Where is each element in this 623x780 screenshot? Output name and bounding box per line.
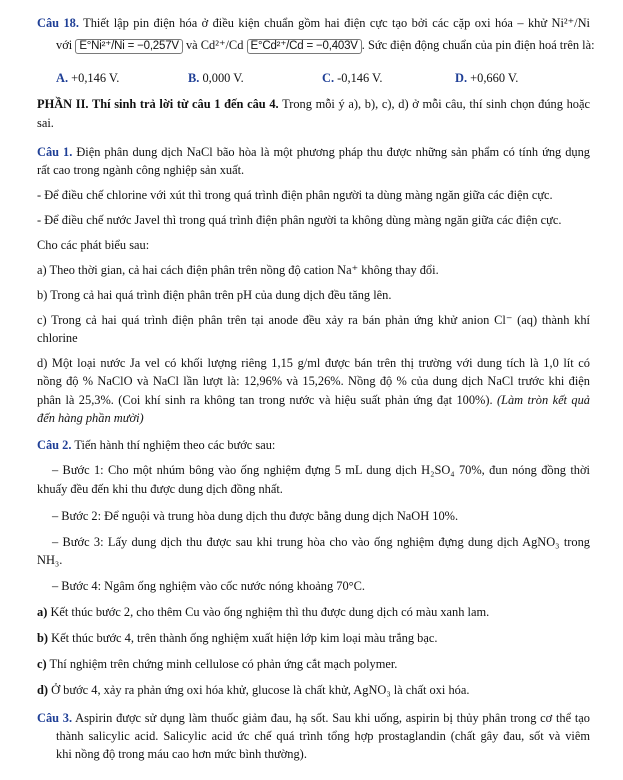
c1-d3-text: phân là 25,3%. (Coi khí sinh ra không tan trong nước và hiệu suất phản ứng đạt 100%). bbox=[37, 393, 493, 407]
c2-statement-a bbox=[37, 604, 489, 620]
c3-line3: khi nồng độ trong máu cao hơn mức bình thường). bbox=[56, 747, 307, 761]
q18-e1-formula: E°Ni²⁺/Ni = −0,257V bbox=[75, 39, 183, 54]
q18-line1 bbox=[37, 15, 590, 31]
statement-key: b) bbox=[37, 631, 49, 645]
c1-bullet1: - Để điều chế chlorine với xút thì trong quá trình điện phân người ta dùng màng ngăn giữa các điện cực. bbox=[37, 188, 553, 202]
part2-heading bbox=[37, 96, 590, 112]
q18-label: Câu 18. bbox=[37, 16, 79, 30]
q18-and: và Cd²⁺/Cd bbox=[185, 38, 244, 52]
q18-line2 bbox=[56, 37, 595, 54]
part2-title: PHẦN II. Thí sinh trả lời từ câu 1 đến câu 4. bbox=[37, 97, 279, 111]
c1-statement-a: a) Theo thời gian, cả hai cách điện phân trên nồng độ cation Na⁺ không thay đổi. bbox=[37, 263, 439, 277]
option-text: +0,660 V. bbox=[470, 71, 519, 85]
c2-label: Câu 2. bbox=[37, 438, 72, 452]
c3-label: Câu 3. bbox=[37, 711, 73, 725]
c2-step3b: NH₃. bbox=[37, 553, 63, 567]
option-text: 0,000 V. bbox=[202, 71, 244, 85]
q18-option-b[interactable] bbox=[188, 70, 244, 86]
option-letter: B. bbox=[188, 71, 200, 85]
option-letter: D. bbox=[455, 71, 468, 85]
c1-statement-b: b) Trong cả hai quá trình điện phân trên pH của dung dịch đều tăng lên. bbox=[37, 288, 392, 302]
c1-intro: Cho các phát biểu sau: bbox=[37, 238, 150, 252]
statement-key: a) bbox=[37, 605, 48, 619]
option-text: +0,146 V. bbox=[71, 71, 120, 85]
c3-stem: Aspirin được sử dụng làm thuốc giảm đau, hạ sốt. Sau khi uống, aspirin bị thủy phân trong cơ thể tạo bbox=[75, 711, 590, 725]
c2-title: Tiến hành thí nghiệm theo các bước sau: bbox=[74, 438, 276, 452]
option-letter: A. bbox=[56, 71, 69, 85]
c2-statement-d bbox=[37, 682, 469, 698]
option-text: -0,146 V. bbox=[337, 71, 383, 85]
c1-stem: Điện phân dung dịch NaCl bão hòa là một phương pháp thu được những sản phẩm có tính ứng dụng bbox=[76, 145, 590, 159]
c1-statement-c2: chlorine bbox=[37, 331, 78, 345]
c1-bullet2: - Để điều chế nước Javel thì trong quá trình điện phân người ta không dùng màng ngăn giữa các điện cực. bbox=[37, 213, 562, 227]
c1-label: Câu 1. bbox=[37, 145, 73, 159]
statement-text: Thí nghiệm trên chứng minh cellulose có phản ứng cắt mạch polymer. bbox=[49, 657, 398, 671]
c1-line1 bbox=[37, 144, 590, 160]
c2-statement-b bbox=[37, 630, 437, 646]
c3-line1 bbox=[37, 710, 590, 726]
q18-option-a[interactable] bbox=[56, 70, 119, 86]
c2-line1 bbox=[37, 437, 275, 453]
option-letter: C. bbox=[322, 71, 335, 85]
c2-step1b: khuấy đều đến khi thu được dung dịch đồng nhất. bbox=[37, 482, 283, 496]
q18-stem: Thiết lập pin điện hóa ở điều kiện chuẩn gồm hai điện cực tạo bởi các cặp oxi hóa – khử Ni²⁺/Ni bbox=[83, 16, 590, 30]
c1-statement-d1: d) Một loại nước Ja vel có khối lượng riêng 1,15 g/ml được bán trên thị trường với dung tích là 1,0 lít có bbox=[37, 356, 590, 370]
c1-statement-d4: đến hàng phần mười) bbox=[37, 411, 144, 425]
statement-key: c) bbox=[37, 657, 47, 671]
c1-line2: rất cao trong ngành công nghiệp sản xuất. bbox=[37, 163, 245, 177]
c3-line2: thành salicylic acid. Salicylic acid ức chế quá trình tổng hợp prostaglandin (chất gây đau, sốt và viêm bbox=[56, 729, 590, 743]
part2-desc2: sai. bbox=[37, 116, 54, 130]
c1-statement-d2: nồng độ % NaClO và NaCl lần lượt là: 12,96% và 15,26%. Nồng độ % của dung dịch NaCl trước khi điện bbox=[37, 374, 590, 388]
statement-text: Kết thúc bước 2, cho thêm Cu vào ống nghiệm thì thu được dung dịch có màu xanh lam. bbox=[50, 605, 490, 619]
q18-e2-formula: E°Cd²⁺/Cd = −0,403V bbox=[247, 39, 362, 54]
c2-step1a: – Bước 1: Cho một nhúm bông vào ống nghiệm đựng 5 mL dung dịch H₂SO₄ 70%, đun nóng đồng thời bbox=[52, 463, 590, 477]
q18-with: với bbox=[56, 38, 73, 52]
c1-d3-note: (Làm tròn kết quả bbox=[496, 393, 590, 407]
statement-key: d) bbox=[37, 683, 49, 697]
statement-text: Ở bước 4, xảy ra phản ứng oxi hóa khử, glucose là chất khử, AgNO₃ là chất oxi hóa. bbox=[51, 683, 470, 697]
c2-step4: – Bước 4: Ngâm ống nghiệm vào cốc nước nóng khoảng 70°C. bbox=[52, 579, 365, 593]
q18-rest: . Sức điện động chuẩn của pin điện hoá trên là: bbox=[361, 38, 595, 52]
c2-step3a: – Bước 3: Lấy dung dịch thu được sau khi trung hòa cho vào ống nghiệm đựng dung dịch AgNO₃ trong bbox=[52, 535, 590, 549]
q18-option-d[interactable] bbox=[455, 70, 518, 86]
c2-statement-c bbox=[37, 656, 397, 672]
q18-option-c[interactable] bbox=[322, 70, 382, 86]
c1-statement-c1: c) Trong cả hai quá trình điện phân trên tại anode đều xảy ra bán phản ứng khử anion Cl⁻ (aq) thành khí bbox=[37, 313, 590, 327]
part2-desc: Trong mỗi ý a), b), c), d) ở mỗi câu, thí sinh chọn đúng hoặc bbox=[282, 97, 591, 111]
c1-statement-d3 bbox=[37, 392, 590, 408]
statement-text: Kết thúc bước 4, trên thành ống nghiệm xuất hiện lớp kim loại màu trắng bạc. bbox=[51, 631, 438, 645]
c2-step2: – Bước 2: Để nguội và trung hòa dung dịch thu được bằng dung dịch NaOH 10%. bbox=[52, 509, 459, 523]
